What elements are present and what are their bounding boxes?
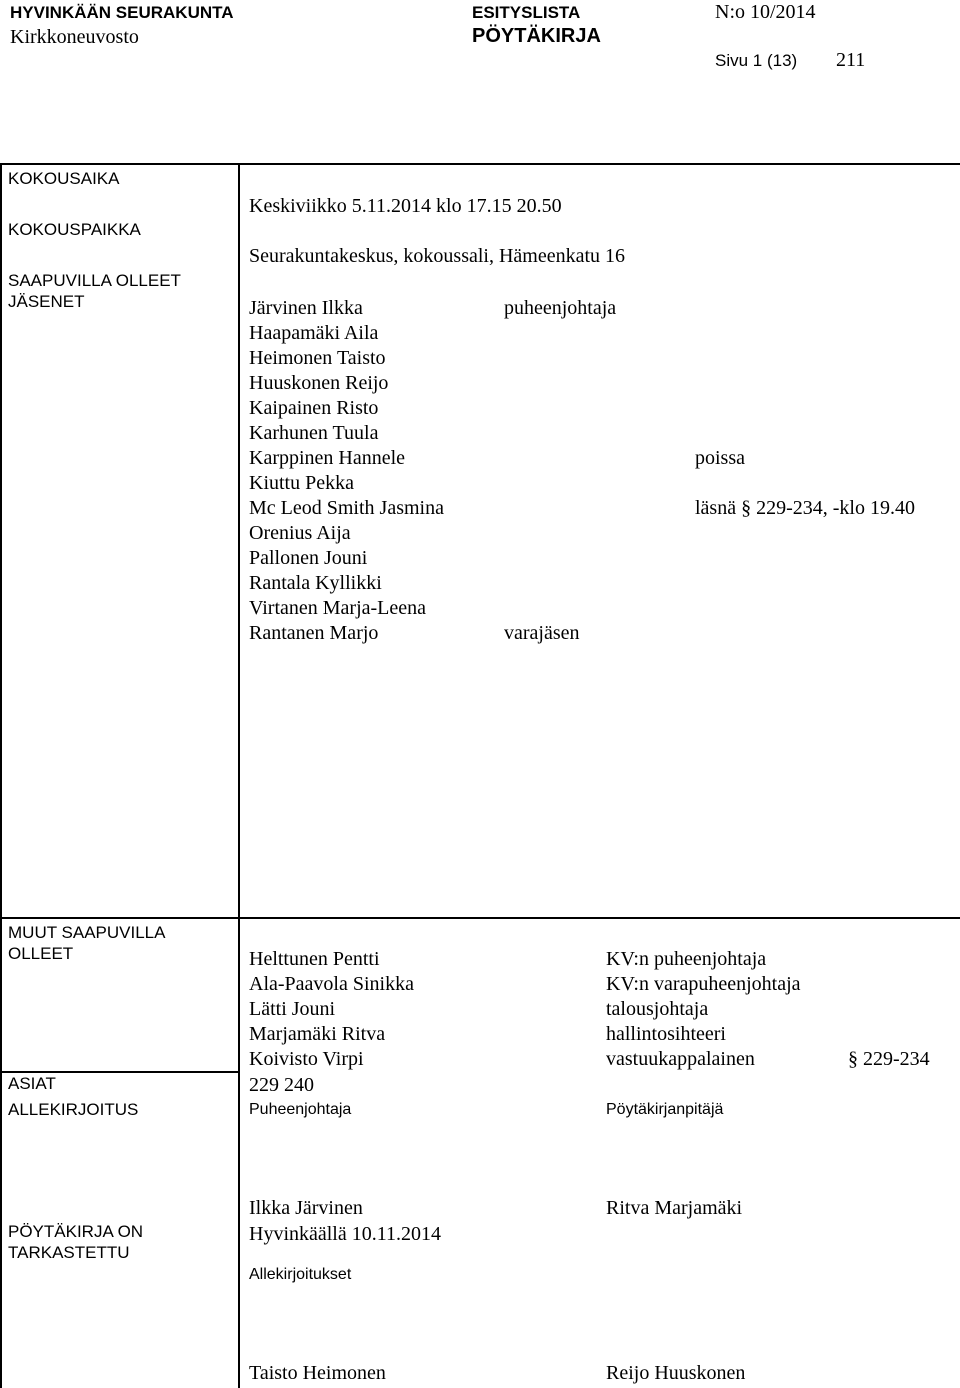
other-person-name: Helttunen Pentti	[249, 948, 380, 970]
members-label-line1: SAAPUVILLA OLLEET	[8, 271, 181, 290]
member-name: Karhunen Tuula	[249, 422, 379, 444]
doc-type-minutes: PÖYTÄKIRJA	[472, 25, 601, 47]
others-label-line2: OLLEET	[8, 944, 74, 963]
items-range: 229 240	[249, 1074, 314, 1096]
other-person-name: Marjamäki Ritva	[249, 1023, 386, 1045]
meeting-place-label: KOKOUSPAIKKA	[8, 220, 141, 239]
document-number: N:o 10/2014	[715, 1, 816, 23]
section-divider-items	[0, 1071, 238, 1073]
others-role-list	[606, 947, 801, 1072]
member-note-absent: poissa	[695, 447, 745, 469]
other-person-role: vastuukappalainen	[606, 1048, 755, 1070]
member-name: Kiuttu Pekka	[249, 472, 354, 494]
checker-name-2: Reijo Huuskonen	[606, 1362, 746, 1384]
organization-name: HYVINKÄÄN SEURAKUNTA	[10, 3, 234, 22]
doc-type-agenda: ESITYSLISTA	[472, 3, 581, 22]
page-indicator: Sivu 1 (13)	[715, 51, 798, 70]
other-person-role: KV:n puheenjohtaja	[606, 948, 767, 970]
chair-title: Puheenjohtaja	[249, 1101, 352, 1118]
meeting-time-label: KOKOUSAIKA	[8, 169, 120, 188]
koivisto-section-note: § 229-234	[848, 1048, 930, 1070]
other-person-name: Lätti Jouni	[249, 998, 336, 1020]
others-label-line1: MUUT SAAPUVILLA	[8, 923, 166, 942]
member-name: Rantala Kyllikki	[249, 572, 382, 594]
checked-label-line1: PÖYTÄKIRJA ON	[8, 1222, 144, 1241]
member-role-deputy: varajäsen	[504, 622, 580, 644]
other-person-name: Koivisto Virpi	[249, 1048, 364, 1070]
member-note-presence: läsnä § 229-234, -klo 19.40	[695, 497, 915, 519]
other-person-role: KV:n varapuheenjohtaja	[606, 973, 801, 995]
member-name: Heimonen Taisto	[249, 347, 386, 369]
secretary-name: Ritva Marjamäki	[606, 1197, 743, 1219]
checked-label-line2: TARKASTETTU	[8, 1243, 130, 1262]
others-name-list	[249, 947, 414, 1072]
other-person-name: Ala-Paavola Sinikka	[249, 973, 414, 995]
checker-name-1: Taisto Heimonen	[249, 1362, 386, 1384]
page-code: 211	[836, 49, 866, 71]
chair-name: Ilkka Järvinen	[249, 1197, 363, 1219]
other-person-role: hallintosihteeri	[606, 1023, 726, 1045]
other-person-role: talousjohtaja	[606, 998, 709, 1020]
member-name: Huuskonen Reijo	[249, 372, 389, 394]
member-name: Virtanen Marja-Leena	[249, 597, 427, 619]
table-top-border	[0, 163, 960, 165]
member-name: Karppinen Hannele	[249, 447, 406, 469]
member-name: Rantanen Marjo	[249, 622, 379, 644]
table-left-border	[0, 163, 2, 1388]
check-place-date: Hyvinkäällä 10.11.2014	[249, 1223, 442, 1245]
members-label-line2: JÄSENET	[8, 292, 85, 311]
signatures-title: Allekirjoitukset	[249, 1266, 352, 1283]
members-name-list	[249, 296, 444, 646]
section-divider-others	[0, 917, 960, 919]
secretary-title: Pöytäkirjanpitäjä	[606, 1101, 724, 1118]
meeting-time-value: Keskiviikko 5.11.2014 klo 17.15 20.50	[249, 195, 562, 217]
member-name: Mc Leod Smith Jasmina	[249, 497, 444, 519]
meeting-place-value: Seurakuntakeskus, kokoussali, Hämeenkatu 16	[249, 245, 626, 267]
column-divider-bottom	[238, 917, 240, 1388]
member-name: Pallonen Jouni	[249, 547, 368, 569]
member-name: Kaipainen Risto	[249, 397, 379, 419]
body-name: Kirkkoneuvosto	[10, 26, 139, 48]
member-role-chair: puheenjohtaja	[504, 297, 617, 319]
items-label: ASIAT	[8, 1074, 56, 1093]
signature-label: ALLEKIRJOITUS	[8, 1100, 139, 1119]
member-name: Järvinen Ilkka	[249, 297, 363, 319]
member-name: Orenius Aija	[249, 522, 351, 544]
member-name: Haapamäki Aila	[249, 322, 379, 344]
column-divider-top	[238, 163, 240, 917]
